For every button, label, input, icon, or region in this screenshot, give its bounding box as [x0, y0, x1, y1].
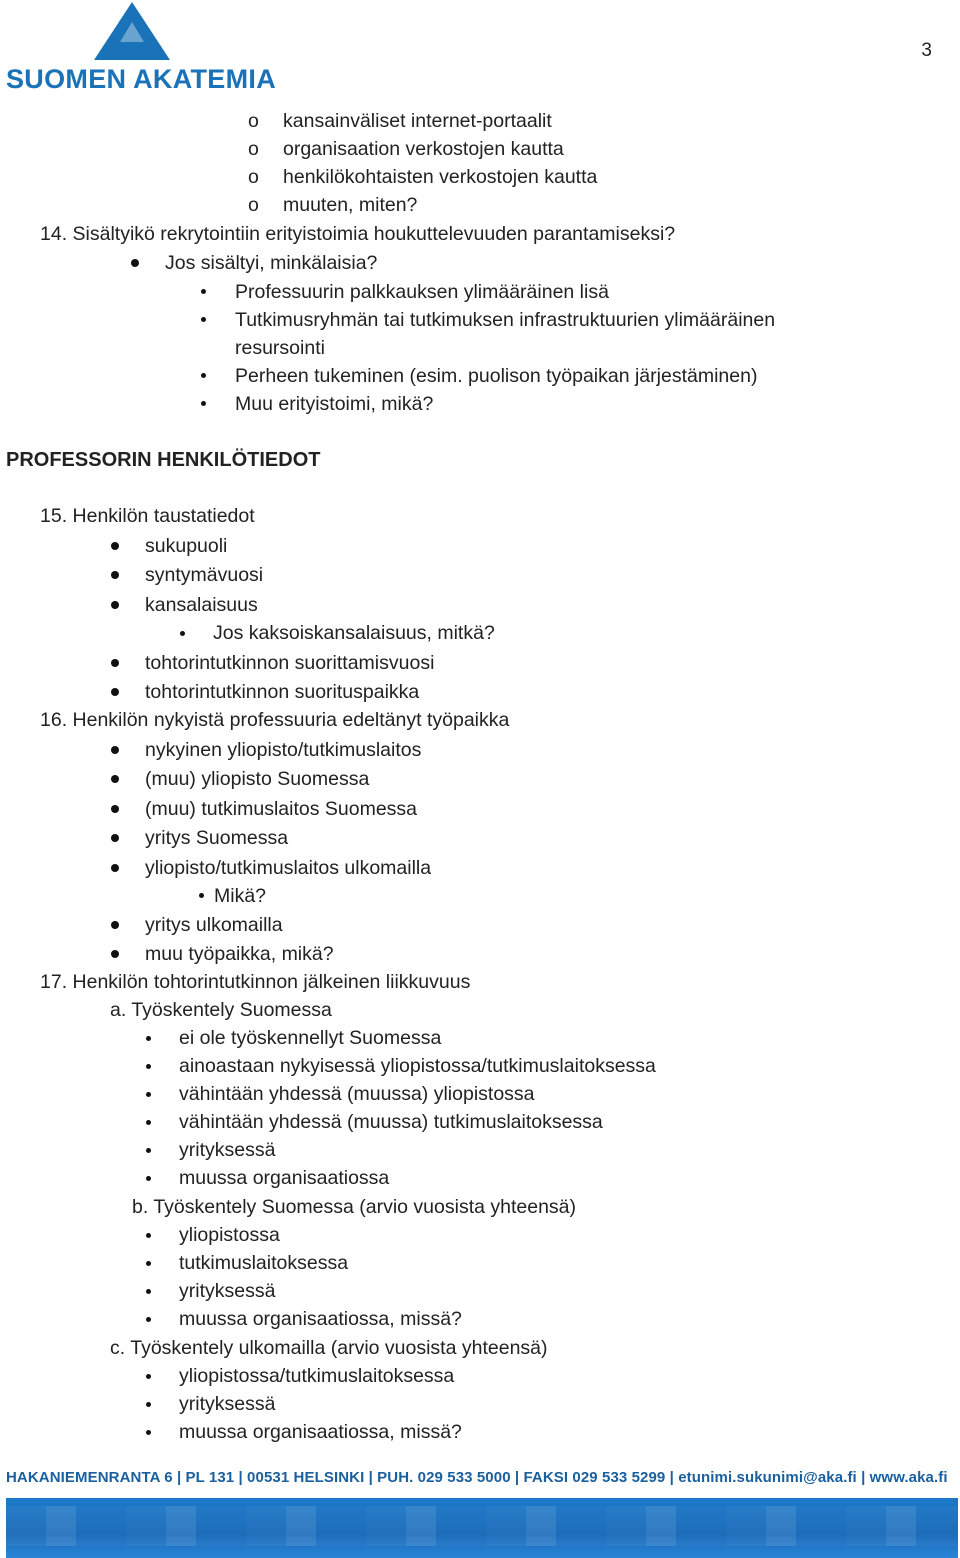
bullet-icon	[146, 1374, 151, 1379]
bullet-icon	[111, 659, 119, 667]
list-item-continued: resursointi	[235, 337, 325, 359]
bullet-icon	[146, 1064, 151, 1069]
footer-band-decoration	[6, 1506, 958, 1546]
bullet-icon	[201, 373, 206, 378]
sub-list-item: Mikä?	[214, 885, 267, 907]
bullet-icon	[146, 1036, 151, 1041]
list-item: yritys Suomessa	[145, 827, 289, 849]
section-heading: PROFESSORIN HENKILÖTIEDOT	[6, 449, 321, 471]
bullet-icon: o	[248, 110, 259, 132]
list-item: yritys ulkomailla	[145, 914, 283, 936]
list-item: tohtorintutkinnon suorituspaikka	[145, 681, 420, 703]
bullet-icon	[111, 864, 119, 872]
list-item: Professuurin palkkauksen ylimääräinen lisä	[235, 281, 609, 303]
bullet-icon	[146, 1176, 151, 1181]
bullet-icon	[146, 1261, 151, 1266]
list-item: nykyinen yliopisto/tutkimuslaitos	[145, 739, 422, 761]
logo-text: SUOMEN AKATEMIA	[6, 64, 276, 94]
list-item: muuten, miten?	[283, 194, 418, 216]
footer-contact: HAKANIEMENRANTA 6 | PL 131 | 00531 HELSINKI | PUH. 029 533 5000 | FAKSI 029 533 5299 | etunimi.sukunimi@aka.fi | www.aka.fi	[6, 1469, 948, 1486]
question-16-title: 16. Henkilön nykyistä professuuria edeltänyt työpaikka	[40, 709, 510, 731]
list-item: yliopisto/tutkimuslaitos ulkomailla	[145, 857, 432, 879]
bullet-icon: o	[248, 194, 259, 216]
list-item: syntymävuosi	[145, 564, 264, 586]
bullet-icon	[146, 1233, 151, 1238]
page-number: 3	[921, 40, 932, 61]
list-item: muussa organisaatiossa, missä?	[179, 1308, 462, 1330]
list-item: yliopistossa/tutkimuslaitoksessa	[179, 1365, 455, 1387]
bullet-icon	[111, 950, 119, 958]
list-item: yrityksessä	[179, 1280, 276, 1302]
sub-question-a-title: a. Työskentely Suomessa	[110, 999, 332, 1021]
list-item: (muu) tutkimuslaitos Suomessa	[145, 798, 418, 820]
list-item: yrityksessä	[179, 1139, 276, 1161]
list-item: vähintään yhdessä (muussa) yliopistossa	[179, 1083, 535, 1105]
list-item: muu työpaikka, mikä?	[145, 943, 334, 965]
sub-question-b-title: b. Työskentely Suomessa (arvio vuosista yhteensä)	[132, 1196, 577, 1218]
list-item: yrityksessä	[179, 1393, 276, 1415]
question-15-title: 15. Henkilön taustatiedot	[40, 505, 255, 527]
list-item: organisaation verkostojen kautta	[283, 138, 564, 160]
sub-list-item: Jos kaksoiskansalaisuus, mitkä?	[213, 622, 495, 644]
list-item: kansainväliset internet-portaalit	[283, 110, 552, 132]
bullet-icon	[201, 289, 206, 294]
list-item: (muu) yliopisto Suomessa	[145, 768, 370, 790]
bullet-icon	[146, 1402, 151, 1407]
bullet-icon	[146, 1430, 151, 1435]
bullet-icon	[111, 601, 119, 609]
question-14-title: 14. Sisältyikö rekrytointiin erityistoimia houkuttelevuuden parantamiseksi?	[40, 223, 676, 245]
question-14-sub: Jos sisältyi, minkälaisia?	[165, 252, 378, 274]
list-item: sukupuoli	[145, 535, 228, 557]
bullet-icon	[131, 259, 139, 267]
list-item: muussa organisaatiossa, missä?	[179, 1421, 462, 1443]
bullet-icon	[111, 688, 119, 696]
bullet-icon	[111, 571, 119, 579]
list-item: Muu erityistoimi, mikä?	[235, 393, 434, 415]
list-item: tohtorintutkinnon suorittamisvuosi	[145, 652, 435, 674]
suomen-akatemia-logo	[4, 0, 276, 96]
bullet-icon: o	[248, 166, 259, 188]
list-item: yliopistossa	[179, 1224, 280, 1246]
bullet-icon	[111, 834, 119, 842]
list-item: henkilökohtaisten verkostojen kautta	[283, 166, 598, 188]
bullet-icon	[111, 542, 119, 550]
list-item: ainoastaan nykyisessä yliopistossa/tutkimuslaitoksessa	[179, 1055, 656, 1077]
list-item: tutkimuslaitoksessa	[179, 1252, 349, 1274]
footer-band	[6, 1498, 958, 1558]
bullet-icon	[146, 1317, 151, 1322]
list-item: kansalaisuus	[145, 594, 258, 616]
sub-question-c-title: c. Työskentely ulkomailla (arvio vuosista yhteensä)	[110, 1337, 548, 1359]
bullet-icon: o	[248, 138, 259, 160]
bullet-icon	[146, 1092, 151, 1097]
bullet-icon	[111, 805, 119, 813]
bullet-icon	[146, 1148, 151, 1153]
list-item: ei ole työskennellyt Suomessa	[179, 1027, 442, 1049]
bullet-icon	[201, 317, 206, 322]
bullet-icon	[199, 893, 204, 898]
list-item: Tutkimusryhmän tai tutkimuksen infrastruktuurien ylimääräinen	[235, 309, 776, 331]
bullet-icon	[201, 401, 206, 406]
question-17-title: 17. Henkilön tohtorintutkinnon jälkeinen liikkuvuus	[40, 971, 471, 993]
logo-triangle-icon	[92, 0, 172, 62]
list-item: vähintään yhdessä (muussa) tutkimuslaitoksessa	[179, 1111, 603, 1133]
bullet-icon	[146, 1120, 151, 1125]
bullet-icon	[111, 746, 119, 754]
bullet-icon	[180, 631, 185, 636]
list-item: Perheen tukeminen (esim. puolison työpaikan järjestäminen)	[235, 365, 758, 387]
list-item: muussa organisaatiossa	[179, 1167, 390, 1189]
bullet-icon	[146, 1289, 151, 1294]
bullet-icon	[111, 921, 119, 929]
bullet-icon	[111, 775, 119, 783]
